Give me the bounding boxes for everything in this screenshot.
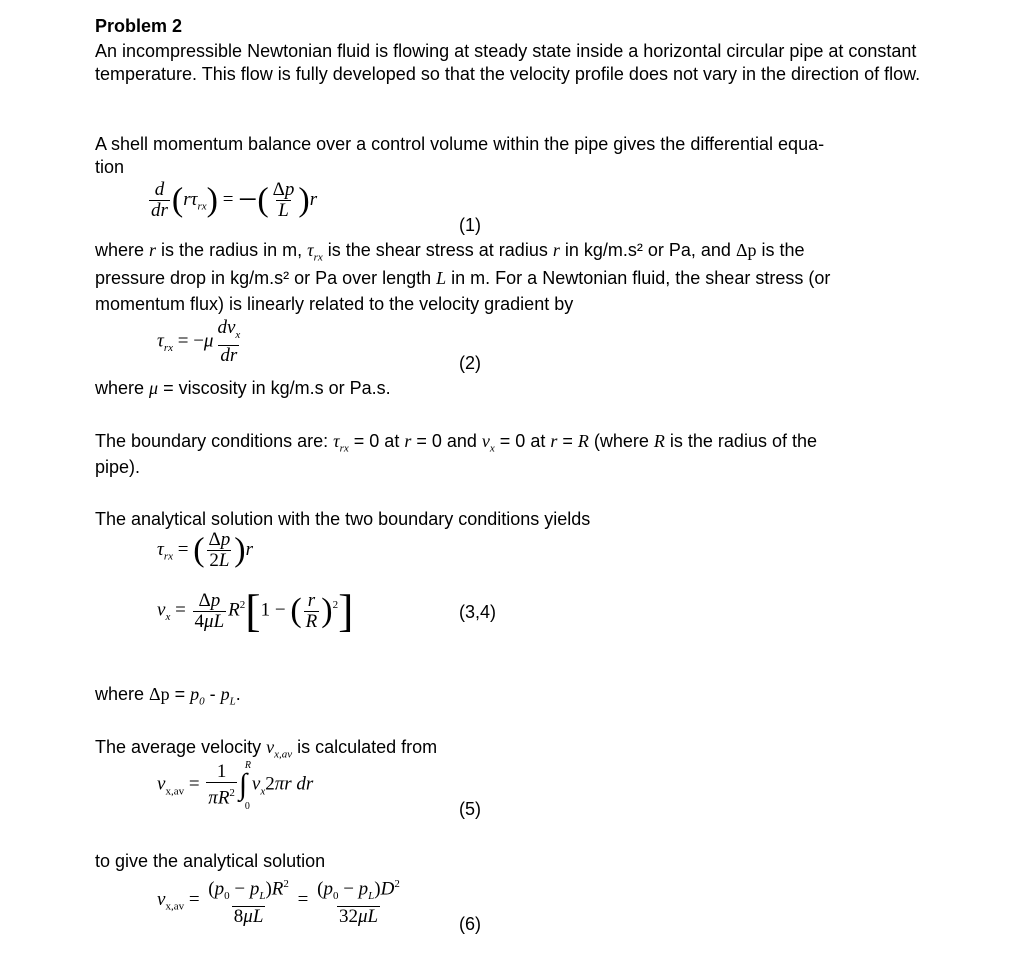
intro-paragraph: An incompressible Newtonian fluid is flowing at steady state inside a horizontal circular pipe at constant temperature. This flow is fully developed so that the velocity profile does not vary in the direction of flow. — [95, 41, 921, 84]
pressure-drop-definition: where $\Delta p = p_0 - p_L$. — [95, 684, 241, 708]
equation-3: $\tau_{rx}$ = ( $\frac{\Delta p}{2L}$ )r — [157, 529, 253, 571]
analytical-solution-intro: to give the analytical solution — [95, 851, 326, 871]
equation-2-label: (2) — [459, 353, 481, 373]
shell-balance-line2: tion — [95, 157, 125, 177]
equation-34-label: (3,4) — [459, 602, 497, 622]
equation-6-label: (6) — [459, 914, 481, 934]
definitions-line2: pressure drop in kg/m.s² or Pa over length L in m. For a Newtonian fluid, the shear stress (or — [95, 268, 831, 288]
equation-6: $v_{x,av}$ = $\frac{(p_0 - p_L)R^2}{8\mu L}$ = $\frac{(p_0 - p_L)D^2}{32\mu L}$ — [157, 878, 400, 928]
equation-1: $\frac{d}{dr}$ $(r\tau_{rx})$ = −( $\frac{\Delta p}{L}$ )r — [151, 179, 318, 221]
equation-5: $v_{x,av}$ = $\frac{1}{\pi R^2}$ ∫ R 0 $v_x2\pi r$ dr — [157, 760, 314, 813]
boundary-conditions-line2: pipe). — [95, 457, 141, 477]
viscosity-definition: where μ = viscosity in kg/m.s or Pa.s. — [95, 378, 391, 398]
equation-4: $v_x$ = $\frac{\Delta p}{4\mu L}$ $R^2[1$ − ( $\frac{r}{R}$ )$^2$] — [157, 585, 354, 636]
equation-2: $\tau_{rx} = -\mu$ $\frac{dv_x}{dr}$ — [157, 317, 241, 366]
equation-1-label: (1) — [459, 215, 481, 235]
average-velocity-intro: The average velocity $v_{x,av}$ is calculated from — [95, 737, 438, 761]
definitions-line3: momentum flux) is linearly related to the velocity gradient by — [95, 294, 574, 314]
shell-balance-line1: A shell momentum balance over a control volume within the pipe gives the differential equa- — [95, 134, 825, 154]
definitions-line1: where r is the radius in m, $\tau_{rx}$ is the shear stress at radius r in kg/m.s² or Pa, and Δp is the — [95, 240, 805, 264]
analytical-intro: The analytical solution with the two boundary conditions yields — [95, 509, 591, 529]
problem-title: Problem 2 — [95, 16, 183, 36]
equation-5-label: (5) — [459, 799, 481, 819]
boundary-conditions-line1: The boundary conditions are: $\tau_{rx} = 0$ at r = 0 and $v_x = 0$ at r = R (where R is the radius of the — [95, 431, 817, 455]
